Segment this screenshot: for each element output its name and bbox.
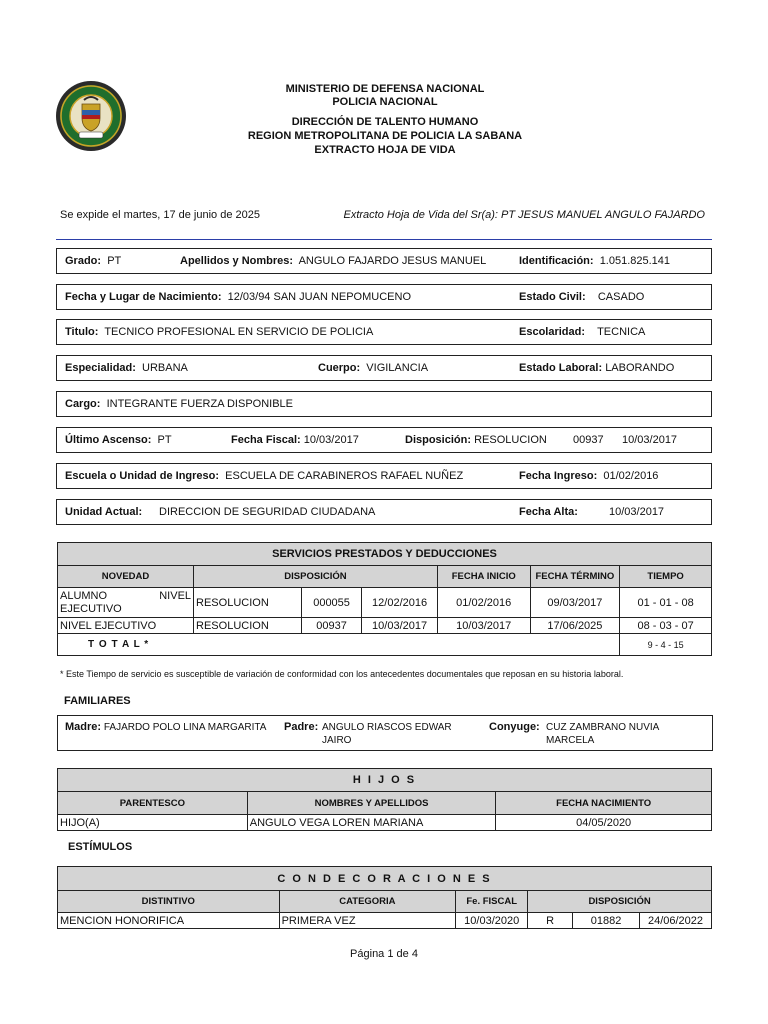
table-row: [58, 588, 712, 618]
hijos-title: H I J O S: [58, 769, 712, 792]
especialidad-value: URBANA: [142, 362, 188, 374]
nacimiento-value: 12/03/94 SAN JUAN NEPOMUCENO: [227, 291, 411, 303]
col-categoria: CATEGORIA: [279, 891, 456, 913]
disp-num-cell: 01882: [573, 913, 640, 929]
col-fe-fiscal: Fe. FISCAL: [456, 891, 528, 913]
col-parentesco: PARENTESCO: [58, 792, 248, 815]
tiempo-cell: 01 - 01 - 08: [620, 588, 712, 618]
extracto-subject: Extracto Hoja de Vida del Sr(a): PT JESUS MANUEL ANGULO FAJARDO: [343, 209, 705, 221]
disp-fecha-cell: 24/06/2022: [640, 913, 712, 929]
unidad-actual-label: Unidad Actual:: [65, 506, 143, 518]
info-row-titulo: [56, 319, 712, 345]
unidad-actual-value: DIRECCION DE SEGURIDAD CIUDADANA: [159, 506, 376, 518]
tipo-cell: RESOLUCION: [194, 618, 302, 634]
num-cell: 00937: [301, 618, 361, 634]
cargo-label: Cargo:: [65, 398, 101, 410]
num-cell: 000055: [301, 588, 361, 618]
fecha-fiscal-label: Fecha Fiscal:: [231, 434, 301, 446]
disposicion-value: RESOLUCION: [474, 434, 547, 446]
grado-label: Grado:: [65, 255, 102, 267]
conyuge-value: CUZ ZAMBRANO NUVIA MARCELA: [546, 722, 659, 746]
padre-value: ANGULO RIASCOS EDWAR JAIRO: [322, 722, 452, 746]
disposicion-label: Disposición:: [405, 434, 472, 446]
especialidad-label: Especialidad:: [65, 362, 136, 374]
nacimiento-label: Fecha y Lugar de Nacimiento:: [65, 291, 222, 303]
cuerpo-value: VIGILANCIA: [366, 362, 429, 374]
titulo-label: Titulo:: [65, 326, 99, 338]
hijos-table: [57, 768, 712, 831]
total-value: 9 - 4 - 15: [620, 634, 712, 656]
cuerpo-label: Cuerpo:: [318, 362, 361, 374]
parentesco-cell: HIJO(A): [58, 815, 248, 831]
madre-label: Madre:: [65, 721, 102, 733]
nombre-label: Apellidos y Nombres:: [180, 255, 294, 267]
service-note: * Este Tiempo de servicio es susceptible de variación de conformidad con los antecedentes documentales que reposan en su historia laboral.: [60, 669, 624, 679]
categoria-cell: PRIMERA VEZ: [279, 913, 456, 929]
disp-tipo-cell: R: [528, 913, 573, 929]
fecha-cell: 10/03/2017: [362, 618, 438, 634]
inicio-cell: 10/03/2017: [437, 618, 530, 634]
tipo-cell: RESOLUCION: [194, 588, 302, 618]
grado-value: PT: [107, 255, 122, 267]
table-row: [58, 618, 712, 634]
col-nombres: NOMBRES Y APELLIDOS: [247, 792, 496, 815]
header-region: REGION METROPOLITANA DE POLICIA LA SABANA: [247, 130, 523, 142]
info-row-nacimiento: [56, 284, 712, 310]
header-direction: DIRECCIÓN DE TALENTO HUMANO: [291, 116, 479, 128]
disposicion-date: 10/03/2017: [622, 434, 678, 446]
padre-label: Padre:: [284, 721, 319, 733]
header-divider: [56, 239, 712, 240]
distintivo-cell: MENCION HONORIFICA: [58, 913, 280, 929]
estado-laboral-value: LABORANDO: [605, 362, 675, 374]
col-fecha-nacimiento: FECHA NACIMIENTO: [496, 792, 712, 815]
titulo-value: TECNICO PROFESIONAL EN SERVICIO DE POLICIA: [104, 326, 374, 338]
estado-civil-label: Estado Civil:: [519, 291, 586, 303]
novedad-cell: ALUMNO NIVEL EJECUTIVO: [58, 588, 194, 618]
ascenso-label: Último Ascenso:: [65, 434, 152, 446]
fecha-ingreso-label: Fecha Ingreso:: [519, 470, 598, 482]
servicios-title: SERVICIOS PRESTADOS Y DEDUCCIONES: [58, 543, 712, 566]
police-seal-logo: [55, 80, 127, 152]
header-doc-title: EXTRACTO HOJA DE VIDA: [314, 144, 456, 156]
termino-cell: 09/03/2017: [530, 588, 620, 618]
novedad-cell: NIVEL EJECUTIVO: [58, 618, 194, 634]
fecha-alta-label: Fecha Alta:: [519, 506, 578, 518]
col-distintivo: DISTINTIVO: [58, 891, 280, 913]
fecha-cell: 12/02/2016: [362, 588, 438, 618]
tiempo-cell: 08 - 03 - 07: [620, 618, 712, 634]
estado-civil-value: CASADO: [597, 291, 645, 303]
estimulos-title: ESTÍMULOS: [68, 841, 133, 853]
issued-date: Se expide el martes, 17 de junio de 2025: [60, 209, 260, 221]
conyuge-label: Conyuge:: [489, 721, 540, 733]
fecha-ingreso-value: 01/02/2016: [603, 470, 659, 482]
col-fecha-termino: FECHA TÉRMINO: [530, 566, 620, 588]
total-label: T O T A L *: [58, 634, 620, 656]
fe-fiscal-cell: 10/03/2020: [456, 913, 528, 929]
page-number: Página 1 de 4: [350, 948, 418, 960]
info-row-grado: [56, 248, 712, 274]
madre-value: FAJARDO POLO LINA MARGARITA: [103, 722, 267, 733]
condecoraciones-table: [57, 866, 712, 929]
estado-laboral-label: Estado Laboral:: [519, 362, 603, 374]
escolaridad-value: TECNICA: [597, 326, 646, 338]
familiares-box: [57, 715, 713, 751]
disposicion-number: 00937: [573, 434, 604, 446]
col-novedad: NOVEDAD: [58, 566, 194, 588]
info-row-especialidad: [56, 355, 712, 381]
servicios-table: [57, 542, 712, 656]
fecha-nacimiento-cell: 04/05/2020: [496, 815, 712, 831]
id-label: Identificación:: [519, 255, 594, 267]
termino-cell: 17/06/2025: [530, 618, 620, 634]
col-disposicion: DISPOSICIÓN: [528, 891, 712, 913]
escuela-label: Escuela o Unidad de Ingreso:: [65, 470, 220, 482]
info-row-ascenso: [56, 427, 712, 453]
ascenso-value: PT: [157, 434, 172, 446]
info-row-unidad: [56, 499, 712, 525]
condecoraciones-title: C O N D E C O R A C I O N E S: [58, 867, 712, 891]
escuela-value: ESCUELA DE CARABINEROS RAFAEL NUÑEZ: [225, 470, 464, 482]
familiares-title: FAMILIARES: [64, 695, 131, 707]
table-row: [58, 913, 712, 929]
inicio-cell: 01/02/2016: [437, 588, 530, 618]
col-fecha-inicio: FECHA INICIO: [437, 566, 530, 588]
header-police: POLICIA NACIONAL: [332, 96, 438, 108]
nombre-value: ANGULO FAJARDO JESUS MANUEL: [298, 255, 487, 267]
table-row: [58, 815, 712, 831]
id-value: 1.051.825.141: [599, 255, 671, 267]
nombres-cell: ANGULO VEGA LOREN MARIANA: [247, 815, 496, 831]
col-tiempo: TIEMPO: [620, 566, 712, 588]
cargo-value: INTEGRANTE FUERZA DISPONIBLE: [106, 398, 293, 410]
header-ministry: MINISTERIO DE DEFENSA NACIONAL: [285, 83, 485, 95]
fecha-fiscal-value: 10/03/2017: [303, 434, 359, 446]
info-row-escuela: [56, 463, 712, 489]
info-row-cargo: [56, 391, 712, 417]
escolaridad-label: Escolaridad:: [519, 326, 586, 338]
fecha-alta-value: 10/03/2017: [609, 506, 665, 518]
col-disposicion: DISPOSICIÓN: [194, 566, 438, 588]
